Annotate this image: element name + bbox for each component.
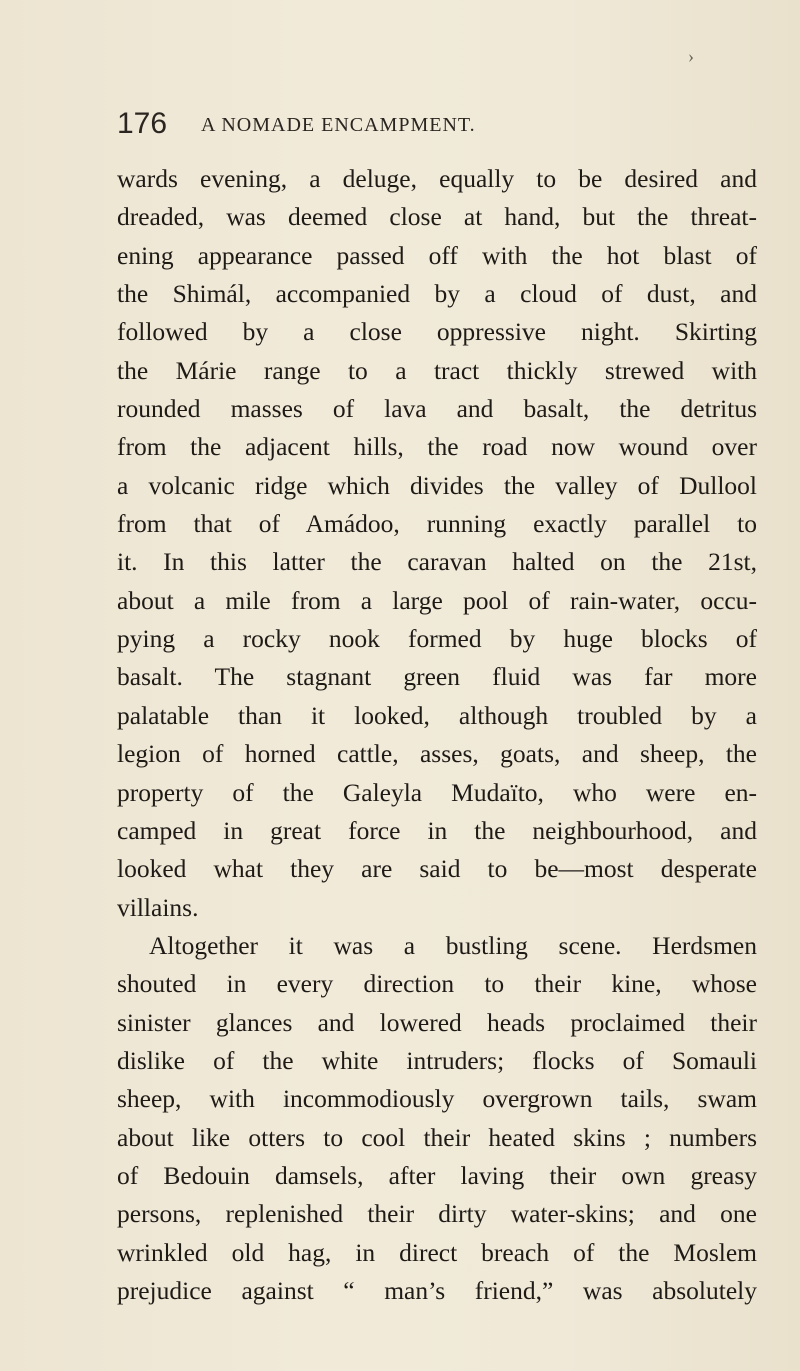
body-text (117, 160, 757, 1310)
text-line: persons, replenished their dirty water-skins; and one (117, 1199, 757, 1229)
text-line: from the adjacent hills, the road now wound over (117, 432, 757, 462)
text-line: sinister glances and lowered heads proclaimed their (117, 1007, 757, 1037)
text-line: the Márie range to a tract thickly strewed with (117, 355, 757, 385)
text-line: looked what they are said to be—most desperate (117, 854, 757, 884)
text-line: pying a rocky nook formed by huge blocks of (117, 624, 757, 654)
text-line: dreaded, was deemed close at hand, but the threat- (117, 202, 757, 232)
page-number: 176 (117, 107, 168, 140)
text-line: about a mile from a large pool of rain-water, occu- (117, 585, 757, 615)
text-line: villains. (117, 892, 199, 922)
running-head (117, 104, 757, 144)
text-line: about like otters to cool their heated skins ; numbers (117, 1122, 757, 1152)
text-line: wards evening, a deluge, equally to be desired and (117, 164, 757, 193)
text-line: sheep, with incommodiously overgrown tails, swam (117, 1084, 757, 1114)
running-title: A NOMADE ENCAMPMENT. (201, 114, 476, 136)
text-line: camped in great force in the neighbourhood, and (117, 815, 757, 845)
text-line: rounded masses of lava and basalt, the detritus (117, 394, 757, 424)
corner-mark: › (688, 46, 694, 66)
text-line: from that of Amádoo, running exactly parallel to (117, 509, 757, 539)
text-line: palatable than it looked, although troubled by a (117, 700, 757, 730)
text-line: followed by a close oppressive night. Skirting (117, 317, 757, 347)
text-line: Altogether it was a bustling scene. Herdsmen (149, 930, 757, 960)
text-line: prejudice against “ man’s friend,” was absolutely (117, 1275, 757, 1305)
text-line: property of the Galeyla Mudaïto, who were en- (117, 777, 757, 807)
text-line: dislike of the white intruders; flocks of Somauli (117, 1045, 757, 1075)
text-line: legion of horned cattle, asses, goats, and sheep, the (117, 739, 757, 769)
text-line: ening appearance passed off with the hot blast of (117, 240, 757, 270)
text-line: basalt. The stagnant green fluid was far more (117, 662, 757, 692)
text-line: a volcanic ridge which divides the valley of Dullool (117, 470, 757, 500)
text-line: of Bedouin damsels, after laving their own greasy (117, 1160, 757, 1190)
text-line: wrinkled old hag, in direct breach of the Moslem (117, 1237, 757, 1267)
text-line: the Shimál, accompanied by a cloud of dust, and (117, 279, 757, 309)
text-line: shouted in every direction to their kine, whose (117, 969, 757, 999)
text-line: it. In this latter the caravan halted on the 21st, (117, 547, 757, 577)
